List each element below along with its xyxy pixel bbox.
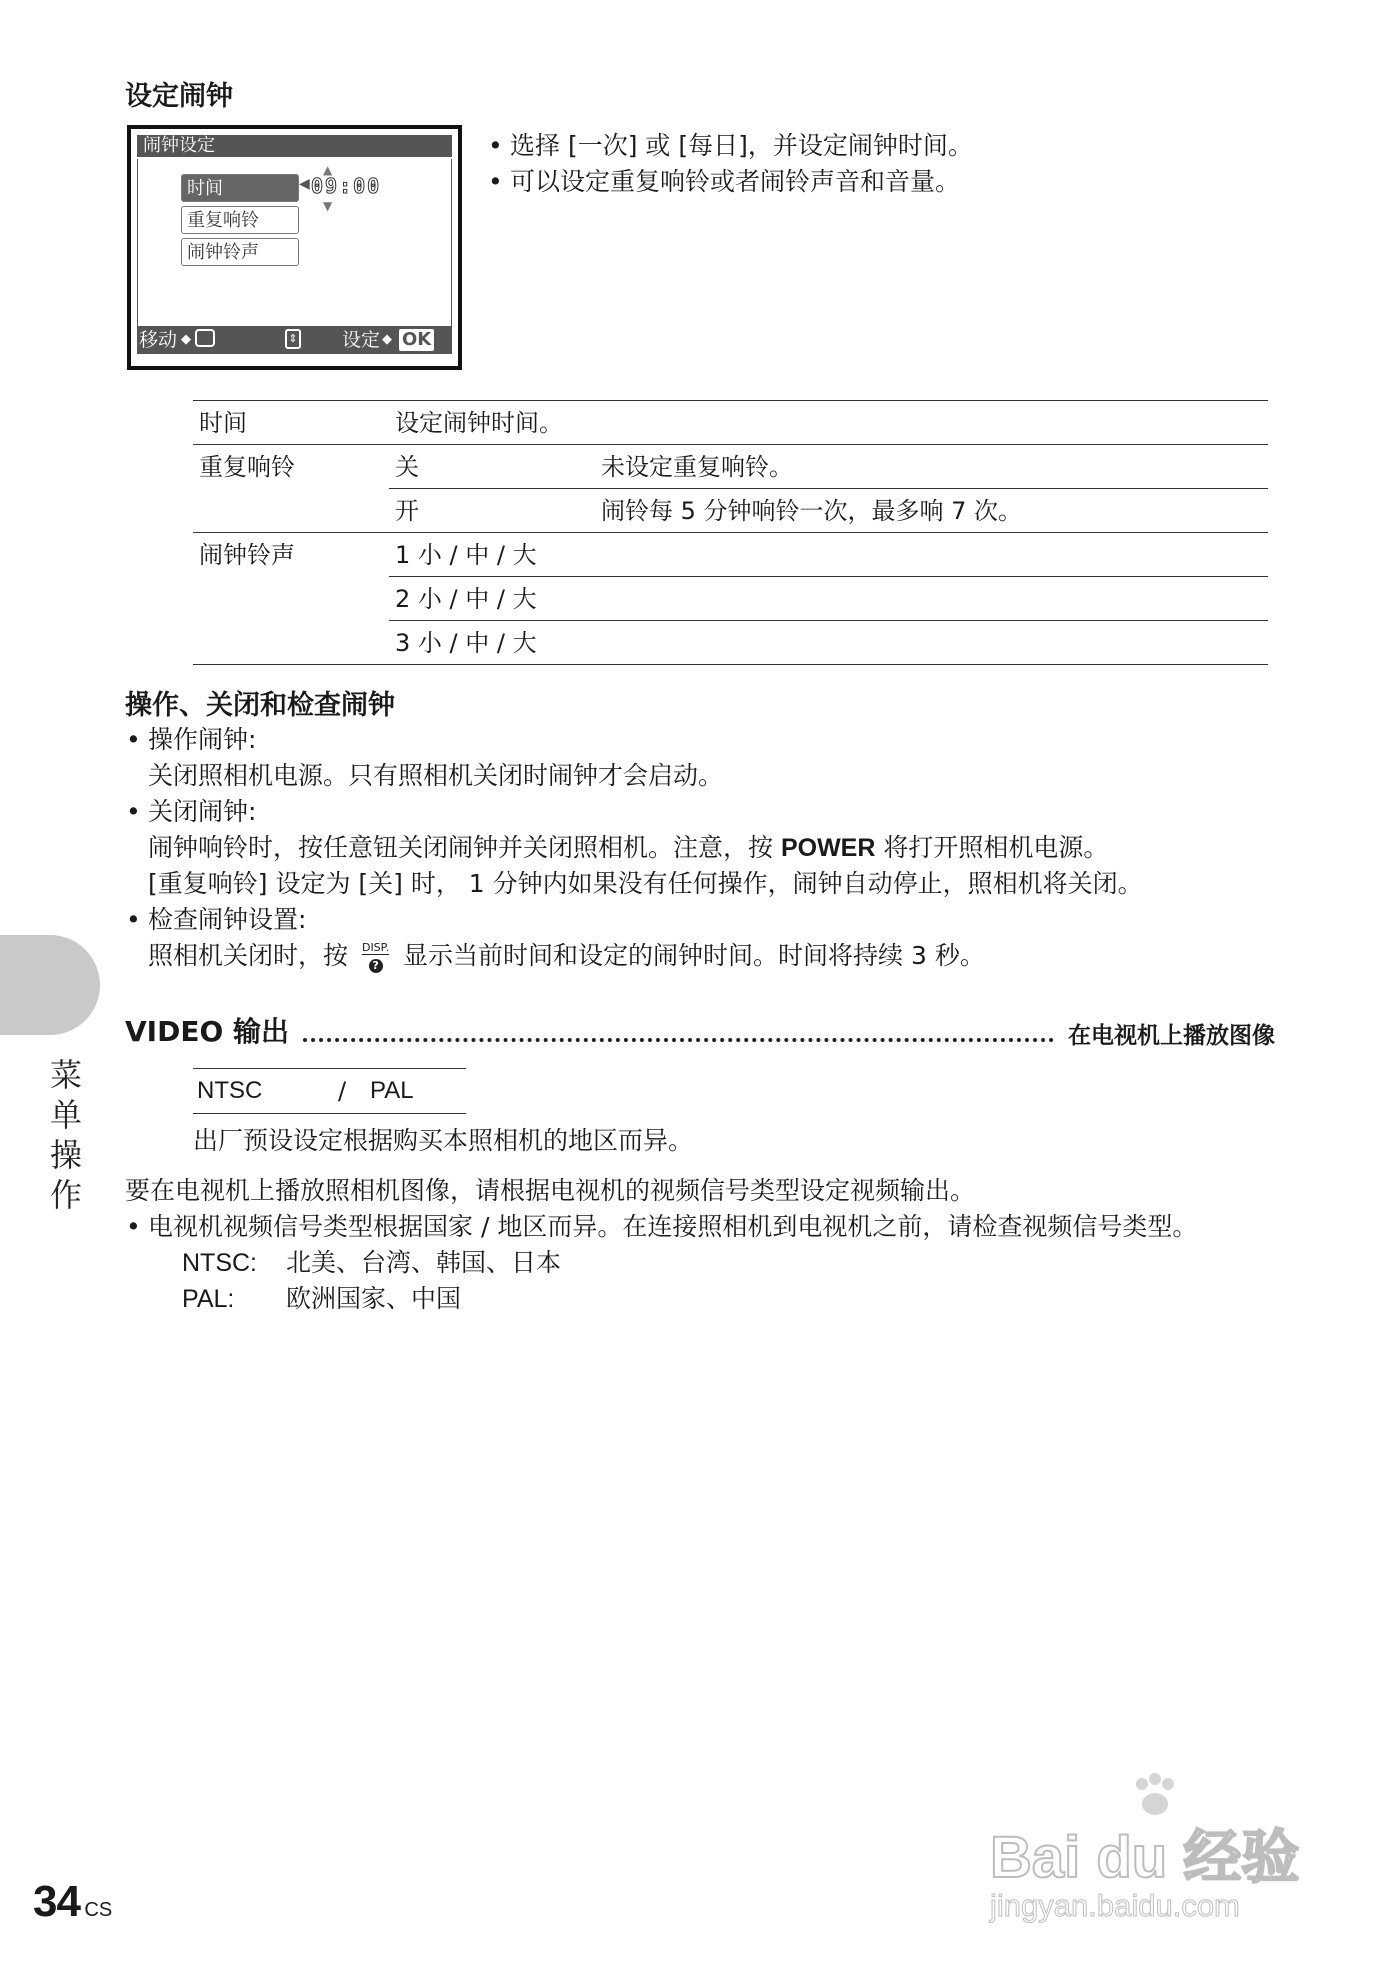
ntsc-label: NTSC: <box>182 1249 257 1277</box>
disp-label: DISP. <box>361 940 390 954</box>
ops-bullet-2-text-2: [重复响铃] 设定为 [关] 时， 1 分钟内如果没有任何操作，闹钟自动停止，照相机将关闭。 <box>148 869 1143 898</box>
watermark-brand: Bai du 经验 <box>990 1825 1300 1890</box>
alarm-heading: 设定闹钟 <box>125 81 233 112</box>
row-sound-label: 闹钟铃声 <box>199 541 295 569</box>
table-rule <box>389 576 1268 577</box>
row-repeat-on: 开 <box>395 497 419 525</box>
down-arrow-icon: ▼ <box>323 199 333 213</box>
pal-regions: 欧洲国家、中国 <box>286 1284 462 1313</box>
ops-heading: 操作、关闭和检查闹钟 <box>125 690 395 721</box>
video-heading: VIDEO 输出 <box>125 1015 290 1048</box>
watermark-url: jingyan.baidu.com <box>990 1888 1240 1923</box>
row-time-label: 时间 <box>199 409 247 437</box>
option-pal: PAL <box>370 1077 414 1104</box>
option-rule-bottom <box>193 1113 466 1114</box>
diamond-icon: ◆ <box>382 332 392 347</box>
option-separator: / <box>338 1077 347 1105</box>
left-arrow-icon: ◀ <box>299 176 310 192</box>
table-rule <box>193 400 1268 401</box>
option-ntsc: NTSC <box>197 1077 263 1104</box>
alarm-bullet-1: • 选择 [一次] 或 [每日]，并设定闹钟时间。 <box>510 128 1330 164</box>
option-rule-top <box>193 1068 466 1069</box>
ops-bullet-3-text-a: 照相机关闭时，按 <box>148 941 349 970</box>
ops-bullet-2-line <box>148 830 1298 866</box>
footer-move-label: 移动 <box>139 329 178 351</box>
video-heading-row <box>125 1010 1275 1050</box>
camera-time-value: 09:00 <box>311 174 382 198</box>
side-tab-label: 菜单操作 <box>50 1056 83 1214</box>
video-right-label: 在电视机上播放图像 <box>1068 1023 1275 1049</box>
ops-bullet-2-title: • 关闭闹钟: <box>148 794 1298 830</box>
page-footer <box>33 1877 112 1927</box>
video-bullet-block <box>148 1209 1308 1245</box>
ops-bullet-2-text-b: 将打开照相机电源。 <box>883 833 1109 862</box>
row-sound-3: 3 小 / 中 / 大 <box>395 629 537 657</box>
ops-bullet-1-text: 关闭照相机电源。只有照相机关闭时闹钟才会启动。 <box>148 761 724 790</box>
camera-menu-sound: 闹钟铃声 <box>181 238 299 266</box>
table-rule <box>193 664 1268 665</box>
camera-menu-repeat: 重复响铃 <box>181 206 299 234</box>
table-rule <box>193 532 1268 533</box>
table-rule <box>193 444 1268 445</box>
ops-bullet-1-title: • 操作闹钟: <box>148 722 1298 758</box>
ops-body <box>148 722 1298 974</box>
row-repeat-label: 重复响铃 <box>199 453 295 481</box>
ok-icon: OK <box>399 329 434 351</box>
row-time-desc: 设定闹钟时间。 <box>395 409 563 437</box>
row-repeat-on-desc: 闹铃每 5 分钟响铃一次，最多响 7 次。 <box>601 497 1023 525</box>
ops-bullet-3-title: • 检查闹钟设置: <box>148 902 1298 938</box>
pal-label: PAL: <box>182 1285 235 1313</box>
up-arrow-icon: ▲ <box>323 163 333 177</box>
ops-bullet-2-text-a: 闹钟响铃时，按任意钮关闭闹钟并关闭照相机。注意，按 <box>148 833 774 862</box>
help-icon: ? <box>369 959 383 973</box>
power-button-label: POWER <box>780 834 876 862</box>
video-note: 出厂预设设定根据购买本照相机的地区而异。 <box>193 1126 694 1155</box>
footer-set-label: 设定 <box>342 329 381 351</box>
row-repeat-off: 关 <box>395 453 419 481</box>
row-sound-1: 1 小 / 中 / 大 <box>395 541 537 569</box>
ops-bullet-3-line <box>148 938 1298 974</box>
alarm-bullet-2: • 可以设定重复响铃或者闹铃声音和音量。 <box>510 164 1330 200</box>
page-lang: CS <box>84 1899 113 1921</box>
dial-left-right-icon <box>195 329 215 347</box>
camera-screen <box>127 125 462 370</box>
ops-bullet-3-text-b: 显示当前时间和设定的闹钟时间。时间将持续 3 秒。 <box>403 941 985 970</box>
ntsc-regions: 北美、台湾、韩国、日本 <box>286 1248 562 1277</box>
video-desc: 要在电视机上播放照相机图像，请根据电视机的视频信号类型设定视频输出。 <box>125 1176 976 1205</box>
video-bullet: • 电视机视频信号类型根据国家 / 地区而异。在连接照相机到电视机之前，请检查视频信号类型。 <box>148 1209 1308 1245</box>
leader-dots <box>303 1038 1054 1042</box>
diamond-icon: ◆ <box>181 332 191 347</box>
camera-screen-title: 闹钟设定 <box>137 135 452 157</box>
table-rule <box>389 620 1268 621</box>
camera-screen-footer <box>137 326 452 354</box>
disp-button-icon <box>362 942 389 973</box>
table-rule <box>389 488 1268 489</box>
section-tab <box>0 935 100 1035</box>
row-repeat-off-desc: 未设定重复响铃。 <box>601 453 793 481</box>
alarm-bullets <box>510 128 1330 200</box>
page-number: 34 <box>33 1877 80 1926</box>
camera-menu-time: 时间 <box>181 174 299 202</box>
dial-up-down-icon: ⇕ <box>285 329 301 349</box>
row-sound-2: 2 小 / 中 / 大 <box>395 585 537 613</box>
